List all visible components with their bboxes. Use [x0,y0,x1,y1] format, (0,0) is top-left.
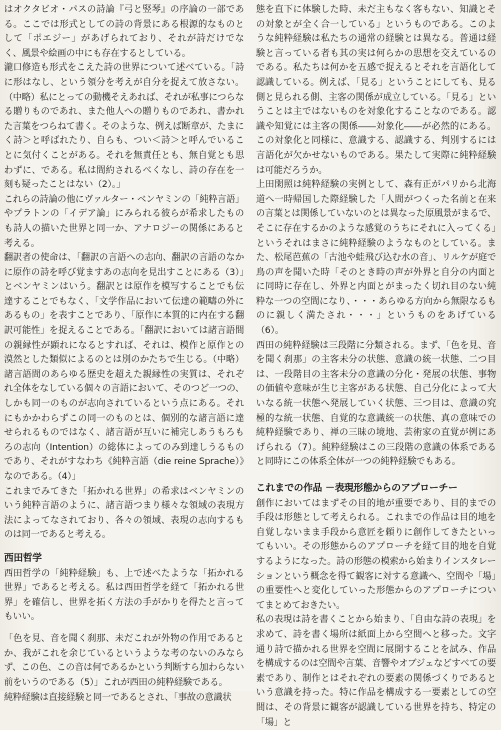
paragraph: 創作においてはまずその目的地が重要であり、目的までの手段は形態として考えられる。これまでの作品は目的地を自覚しないまま手段から意匠を頼りに創作してきたといってもいい。その形態からのアプローチを経て目的地を自覚するようになった。詩の形態の模索から始まりインスタレーションという概念を得て観客に対する意識へ、空間や「場」の重要性へと変化していった形態からのアプローチについてまとめておきたい。 [256,498,496,611]
paragraph: これまでみてきた「拓かれる世界」の希求はベンヤミンのいう純粋言語のように、諸言語つまり様々な領域の表現方法によってなされており、各々の領域、表現の志向するものは同一であると考える。 [4,486,244,541]
section-heading: これまでの作品 －表現形態からのアプローチー [256,483,458,494]
paragraph: 上田閑照は純粋経験の実例として、森有正がパリから北海道へ一時帰国した際経験した「人間がつくった名前と在来の言葉とは関係していないのとは異なった原風景がまるで、そこに存在するかのような感覚のうちにそれに入ってくる」というそれはまさに純粋経験のようなものとしている。また、松尾芭蕉の「古池や蛙飛び込む水の音」、リルケが庭で鳥の声を聞いた時「そのとき時の声が外界と自分の内面とに同時に存在し、外界と内面とがまったく切れ目のない純粋な一つの空間になり、・・・あらゆる方向から無限なるものに親しく満たされ・・・」というものをあげている（6）。 [256,180,496,337]
section-heading: 西田哲学 [4,552,42,564]
paragraph: 私の表現は詩を書くことから始まり、「自由な詩の表現」を求めて、詩を書く場所は紙面上から空間へと移った。文字通り詩で描かれる世界を空間に展開することを試み、作品を構成するのは空間や言葉、音響やオブジェなどすべての要素であり、制作とはそれぞれの要素の関係づくりであるという意識を持った。特に作品を構成する一要素としての空間は、その背景に観客が認識している世界を持ち、特定の「場」と [256,615,496,728]
paragraph: 「色を見、音を聞く刹那、未だこれが外物の作用であるとか、我がこれを余じているというような考のないのみならず、この色、この音は何であるかという判断すら加わらない前をいうのである（5）」これが西田の純粋経験である。 [4,634,244,689]
right-column [256,3,496,730]
paragraph: 態を直下に体験した時、未だ主もなく客もない、知識とその対象とが全く合一している」というものである。このような純粋経験は私たちの通常の経験とは異なる。普通は経験と言っている者も其の実は何らかの思想を交えているのである。私たちは何かを五感で捉えるとそれを言語化して認識している。例えば、「見る」ということにしても、見る側と見られる側、主客の関係が成立している。「見る」ということは主ではないものを対象化することなのである。認識や知覚には主客の関係――対象化――が必然的にある。この対象化と同様に、意識する、認識する、判別するには言語化が欠かせないものである。果たして実際に純粋経験は可能だろうか。 [256,5,496,176]
paragraph: 純粋経験は直接経験と同一であるとされ、「事故の意識状 [4,692,232,703]
paragraph: 西田哲学の「純粋経験」も、上で述べたような「拓かれる世界」であると考える。私は西田哲学を経て「拓かれる世界」を確信し、世界を拓く方法の手がかりを得たと言ってもいい。 [4,568,244,623]
left-column [4,3,244,705]
paragraph: はオクタビオ・パスの詩論『弓と竪琴』の序論の一部である。ここでは形式としての詩の背景にある根源的なものとして「ポエジー」があげられており、それが詩だけでなく、風景や絵画の中にも存在するとしている。 [4,5,244,59]
paragraph: 瀧口修造も形式をこえた詩の世界について述べている。「詩に形はなし、という領分を考えが自分を捉えて放さない。（中略）私にとっての動機そえあれば、それが私事につらなる贈りものであれ、また他人への贈りものであれ、書かれた言葉をつらねて書く。そのような、例えば断章が、たまにく詩＞と呼ばれたり、自らも、つい＜詩＞と呼んでいることに気付くことがある。それを無責任とも、無自覚とも思わずに、である。私は間約されるべくなし、詩の存在を一刻も疑ったことはない（2）。」 [4,63,244,191]
paragraph: これらの詩論の他にヴァルター・ベンヤミンの「純粋言語」やプラトンの「イデア論」にみられる彼らが希求したものも詩人の描いた世界と同一か、アナロジーの関係にあると考える。 [4,194,244,249]
paragraph: 翻訳者の使命は、「翻訳の言語への志向、翻訳の言語のなかに原作の詩を呼び覚ますあの志向を見出すことにある（3）」とベンヤミンはいう。翻訳とは原作を模写することでも伝達することでもなく、「文学作品において伝達の範疇の外にあるもの」を表すことであり、「原作に本質的に内在する翻訳可能性」を捉えることである。「翻訳においては諸言語間の親縁性が顕れになるとすれば、それは、模作と原作との漠然とした類似によるのとは別のかたちで生じる。（中略）諸言語間のあらゆる歴史を超えた親縁性の実質は、それぞれ全体をなしている個々の言語において、そのつど一つの、しかも同一のものが志向されているという点にある。それにもかかわらずこの同一のものとは、個別的な諸言語に達せられるものではなく、諸言語が互いに補完しあうもろもろの志向（Intention）の総体によってのみ到達しうるものであり、それがすなわち《純粋言語（die reine Sprache）》なのである。（4）」 [4,253,244,482]
paragraph: 西田の純粋経験は三段階に分類される。まず、「色を見、音を聞く刹那」の主客未分の状態、意識の統一状態、二つ目は、一段階目の主客未分の意識の分化・発展の状態、事物の価値や意味が生じ主客がある状態、自己分化によって大いなる統一状態へ発展していく状態、三つ目は、意識の究極的な統一状態、自覚的な意識統一の状態、真の意味での純粋経験であり、禅の三昧の境地、芸術家の直覚が例にあげられる（7）。純粋経験はこの三段階の意識の体系であると同時にこの体系全体が一つの純粋経験でもある。 [256,340,496,468]
